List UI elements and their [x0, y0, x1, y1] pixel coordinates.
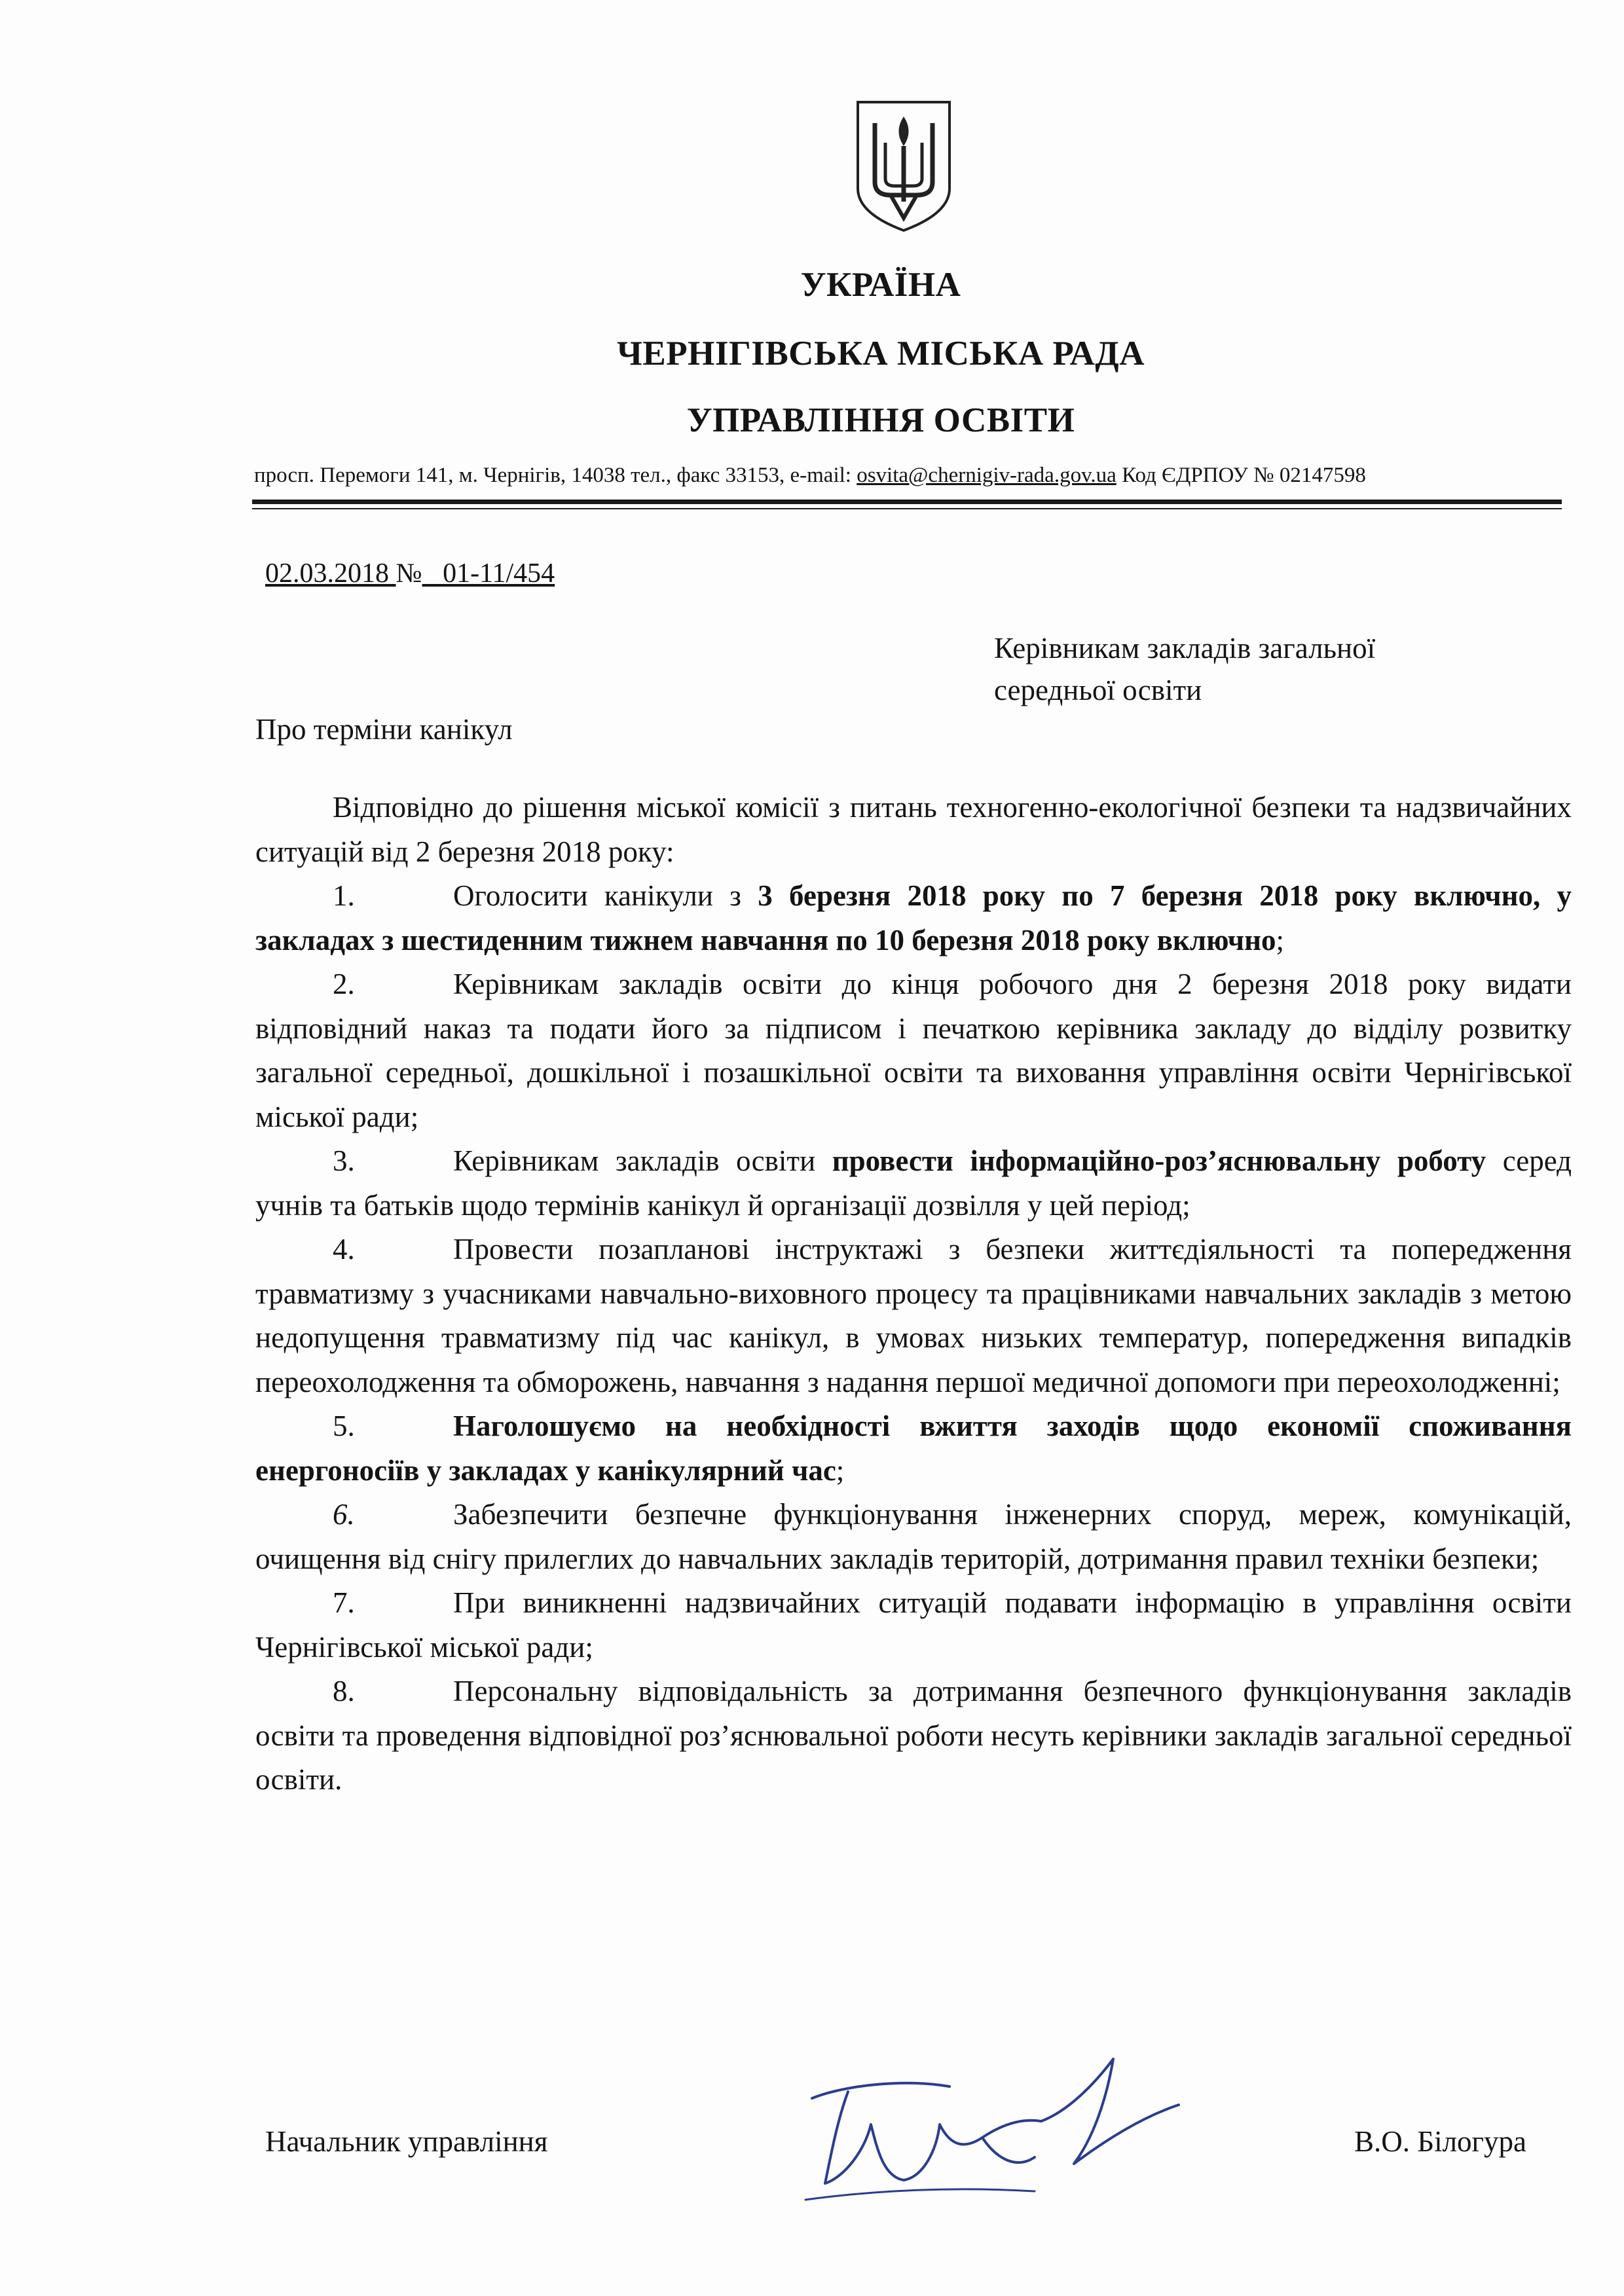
item-number: 6.: [333, 1498, 355, 1531]
header-country: УКРАЇНА: [800, 266, 961, 304]
registration-number: _01-11/454: [422, 558, 555, 589]
item-number: 7.: [333, 1586, 355, 1619]
signatory-name: В.О. Білогура: [1354, 2125, 1526, 2158]
item-text: Провести позапланові інструктажі з безпеки життєдіяльності та попередження травматизму з учасниками навчально-виховного процесу та працівниками навчальних закладів з метою недопущення травматизму під час канікул, в умовах низьких температур, попередження випадків переохолодження та обморожень, навчання з надання першої медичної допомоги при переохолодженні;: [255, 1233, 1572, 1398]
item-number: 2.: [333, 968, 355, 1000]
intro-paragraph: Відповідно до рішення міської комісії з питань техногенно-екологічної безпеки та надзвичайних ситуацій від 2 березня 2018 року:: [255, 791, 1572, 868]
items-list: [255, 874, 1572, 1802]
list-item: [255, 1669, 1572, 1802]
item-text-tail: ;: [1276, 923, 1285, 957]
registration-line: [265, 558, 555, 589]
registration-no-label: №: [396, 558, 422, 589]
email-link[interactable]: osvita@chernigiv-rada.gov.ua: [857, 464, 1116, 487]
item-text-tail: серед учнів та батьків щодо термінів канікул й організації дозвілля у цей період;: [255, 1144, 1572, 1222]
list-item: [255, 1139, 1572, 1228]
item-bold-text: Наголошуємо на необхідності вжиття заходів щодо економії споживання енергоносіїв у закладах у канікулярний час: [255, 1410, 1572, 1487]
list-item: [255, 1228, 1572, 1404]
item-text: Керівникам закладів освіти до кінця робочого дня 2 березня 2018 року видати відповідний наказ та подати його за підписом і печаткою керівника закладу до відділу розвитку загальної середньої, дошкільної і позашкільної освіти та виховання управління освіти Чернігівської міської ради;: [255, 968, 1572, 1133]
header-department: УПРАВЛІННЯ ОСВІТИ: [686, 401, 1075, 439]
item-text: Керівникам закладів освіти: [453, 1144, 832, 1177]
addressee-block: [994, 627, 1518, 711]
letter-body: [255, 786, 1572, 1802]
address-text: просп. Перемоги 141, м. Чернігів, 14038 тел., факс 33153, e-mail:: [254, 464, 857, 487]
item-number: 3.: [333, 1144, 355, 1177]
header-divider-thin: [252, 508, 1562, 509]
list-item: [255, 874, 1572, 962]
item-bold-text: 3 березня 2018 року по 7 березня 2018 року включно, у закладах з шестиденним тижнем навчання по 10 березня 2018 року включно: [255, 879, 1572, 957]
header-council: ЧЕРНІГІВСЬКА МІСЬКА РАДА: [617, 335, 1145, 373]
item-number: 8.: [333, 1675, 355, 1707]
registration-date: 02.03.2018: [265, 558, 396, 589]
list-item: [255, 1581, 1572, 1669]
item-text-tail: ;: [836, 1453, 845, 1487]
item-text: Персональну відповідальність за дотримання безпечного функціонування закладів освіти та проведення відповідної роз’яснювальної роботи несуть керівники закладів загальної середньої освіти.: [255, 1675, 1572, 1796]
list-item: [255, 962, 1572, 1139]
handwritten-signature: [786, 2046, 1205, 2210]
letter-subject: Про терміни канікул: [255, 713, 513, 746]
item-number: 4.: [333, 1233, 355, 1266]
addressee-line-1: Керівникам закладів загальної: [994, 632, 1376, 665]
header-contacts: [254, 464, 1577, 488]
addressee-line-2: середньої освіти: [994, 674, 1202, 706]
list-item: [255, 1493, 1572, 1581]
signatory-title: Начальник управління: [265, 2125, 548, 2158]
coat-of-arms-trident-icon: [851, 97, 956, 234]
item-text: При виникненні надзвичайних ситуацій подавати інформацію в управління освіти Чернігівської міської ради;: [255, 1586, 1572, 1664]
list-item: [255, 1404, 1572, 1493]
item-number: 1.: [333, 879, 355, 912]
header-divider-thick: [252, 500, 1562, 504]
item-text: Оголосити канікули з: [453, 879, 758, 912]
item-text: Забезпечити безпечне функціонування інженерних споруд, мереж, комунікацій, очищення від снігу прилеглих до навчальних закладів територій, дотримання правил техніки безпеки;: [255, 1498, 1572, 1575]
edrpou-code: Код ЄДРПОУ № 02147598: [1116, 464, 1366, 487]
item-number: 5.: [333, 1410, 355, 1442]
item-bold-text: провести інформаційно-роз’яснювальну роботу: [832, 1144, 1486, 1177]
